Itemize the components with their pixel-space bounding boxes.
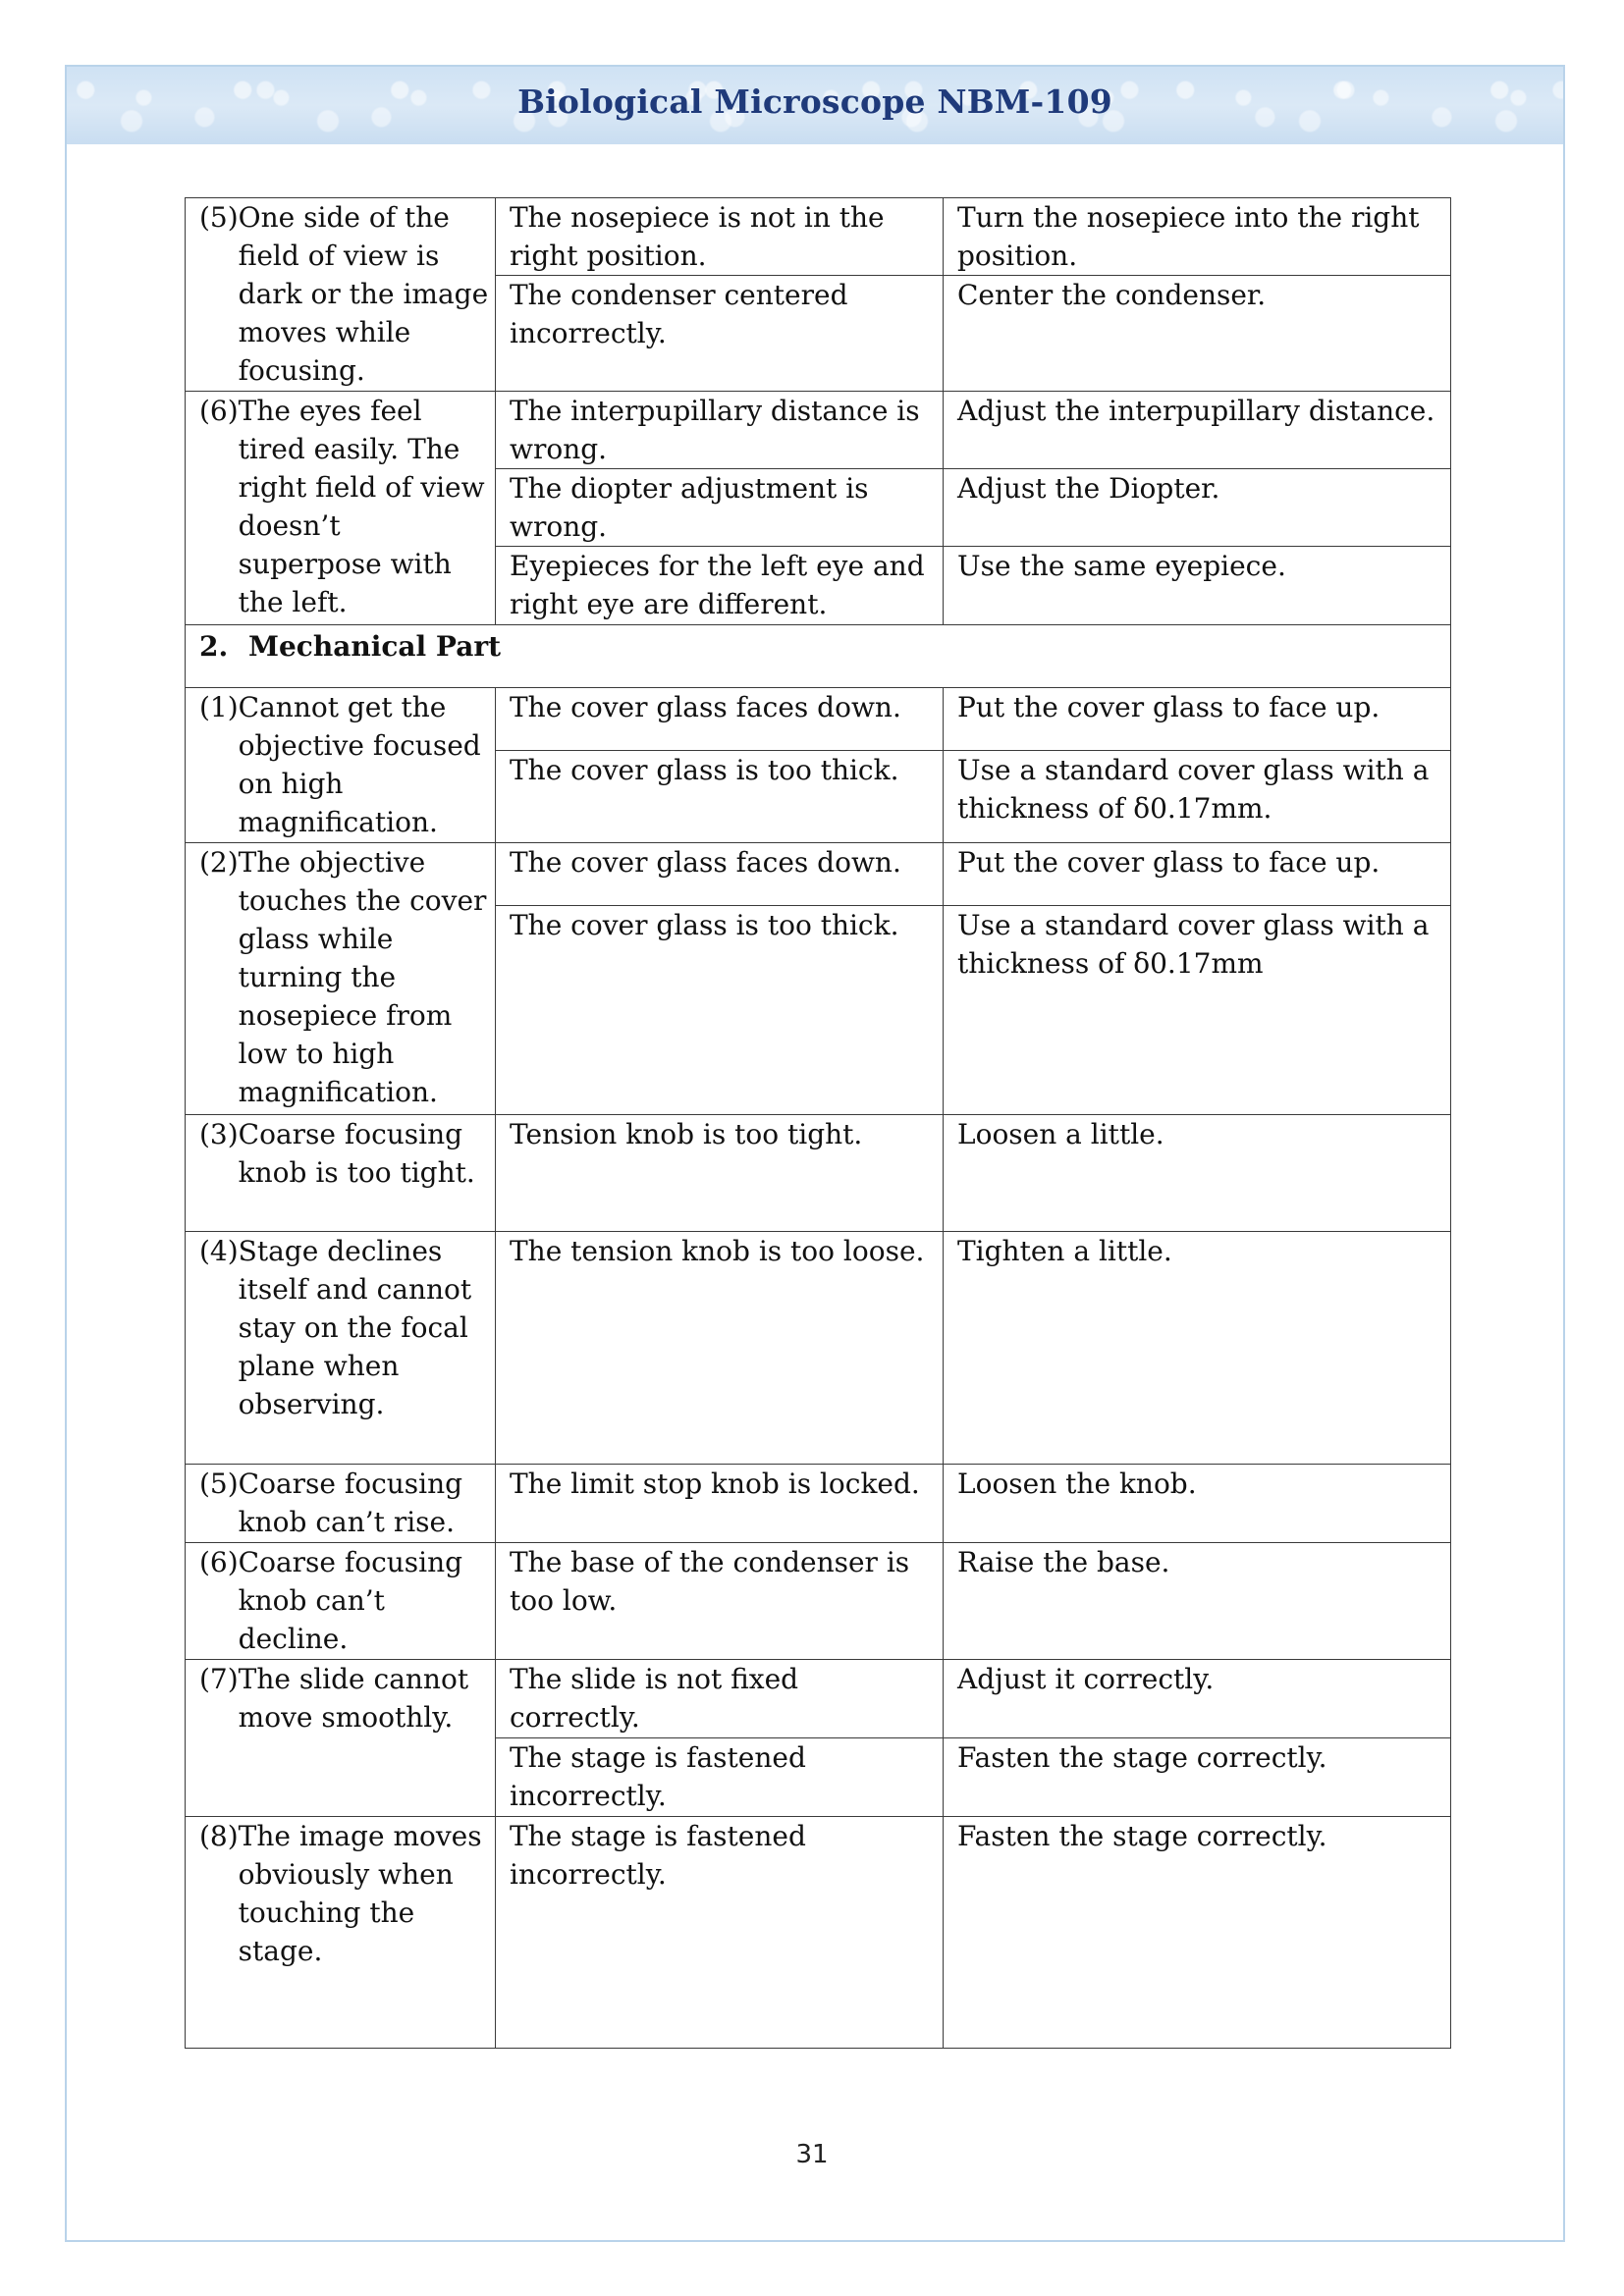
cause-cell: The cover glass faces down. (496, 688, 944, 751)
problem-number: (2) (199, 846, 239, 879)
solution-cell: Adjust the Diopter. (944, 469, 1451, 547)
problem-number: (3) (199, 1118, 239, 1150)
problem-number: (6) (199, 395, 239, 427)
solution-cell: Tighten a little. (944, 1232, 1451, 1465)
cause-cell: The stage is fastened incorrectly. (496, 1817, 944, 2049)
table-row (186, 1660, 1451, 1738)
table-row (186, 392, 1451, 469)
table-row (186, 688, 1451, 751)
cause-cell: The interpupillary distance is wrong. (496, 392, 944, 469)
cause-cell: The slide is not fixed correctly. (496, 1660, 944, 1738)
document-title: Biological Microscope NBM-109 (517, 82, 1112, 121)
problem-text: Coarse focusing knob can’t rise. (238, 1468, 463, 1538)
page-number: 31 (795, 2140, 829, 2169)
problem-number: (8) (199, 1820, 239, 1852)
cause-cell: The cover glass is too thick. (496, 906, 944, 1115)
problem-number: (7) (199, 1663, 239, 1695)
cause-cell: The cover glass faces down. (496, 843, 944, 906)
cause-cell: The stage is fastened incorrectly. (496, 1738, 944, 1817)
problem-text: The slide cannot move smoothly. (238, 1663, 469, 1734)
solution-cell: Put the cover glass to face up. (944, 688, 1451, 751)
table-row (186, 1232, 1451, 1465)
section-number: 2. (199, 630, 229, 663)
problem-text: Coarse focusing knob is too tight. (238, 1118, 475, 1189)
problem-text: The eyes feel tired easily. The right field of view doesn’t superpose with the left. (238, 395, 485, 618)
solution-cell: Loosen the knob. (944, 1465, 1451, 1543)
solution-cell: Fasten the stage correctly. (944, 1738, 1451, 1817)
solution-cell: Fasten the stage correctly. (944, 1817, 1451, 2049)
problem-number: (1) (199, 691, 239, 723)
solution-cell: Use a standard cover glass with a thickness of δ0.17mm (944, 906, 1451, 1115)
section-heading (186, 625, 1451, 688)
problem-cell (186, 392, 496, 625)
cause-cell: The base of the condenser is too low. (496, 1543, 944, 1660)
problem-text: Cannot get the objective focused on high magnification. (238, 691, 481, 838)
cause-cell: The diopter adjustment is wrong. (496, 469, 944, 547)
problem-cell (186, 1817, 496, 2049)
cause-cell: The condenser centered incorrectly. (496, 276, 944, 392)
problem-text: The image moves obviously when touching the stage. (238, 1820, 482, 1967)
solution-cell: Center the condenser. (944, 276, 1451, 392)
problem-cell (186, 1543, 496, 1660)
solution-cell: Put the cover glass to face up. (944, 843, 1451, 906)
problem-cell (186, 1115, 496, 1232)
problem-number: (6) (199, 1546, 239, 1578)
problem-cell (186, 198, 496, 392)
troubleshooting-table (185, 197, 1451, 2049)
table-row (186, 843, 1451, 906)
solution-cell: Adjust it correctly. (944, 1660, 1451, 1738)
table-row (186, 1465, 1451, 1543)
cause-cell: Tension knob is too tight. (496, 1115, 944, 1232)
page-header (67, 67, 1563, 144)
table-row (186, 1817, 1451, 2049)
cause-cell: The cover glass is too thick. (496, 751, 944, 843)
table-row (186, 1115, 1451, 1232)
section-heading-row (186, 625, 1451, 688)
problem-cell (186, 1465, 496, 1543)
solution-cell: Adjust the interpupillary distance. (944, 392, 1451, 469)
problem-text: Stage declines itself and cannot stay on the focal plane when observing. (238, 1235, 472, 1420)
cause-cell: The limit stop knob is locked. (496, 1465, 944, 1543)
solution-cell: Turn the nosepiece into the right position. (944, 198, 1451, 276)
solution-cell: Use the same eyepiece. (944, 547, 1451, 625)
problem-text: One side of the field of view is dark or the image moves while focusing. (238, 201, 489, 387)
problem-cell (186, 1232, 496, 1465)
section-title: Mechanical Part (248, 630, 502, 663)
table-row (186, 198, 1451, 276)
problem-cell (186, 1660, 496, 1817)
problem-cell (186, 688, 496, 843)
problem-text: The objective touches the cover glass while turning the nosepiece from low to high magnification. (238, 846, 487, 1108)
cause-cell: The tension knob is too loose. (496, 1232, 944, 1465)
cause-cell: The nosepiece is not in the right position. (496, 198, 944, 276)
cause-cell: Eyepieces for the left eye and right eye are different. (496, 547, 944, 625)
problem-text: Coarse focusing knob can’t decline. (238, 1546, 463, 1655)
problem-cell (186, 843, 496, 1115)
problem-number: (5) (199, 1468, 239, 1500)
solution-cell: Use a standard cover glass with a thickness of δ0.17mm. (944, 751, 1451, 843)
solution-cell: Raise the base. (944, 1543, 1451, 1660)
table-row (186, 1543, 1451, 1660)
problem-number: (5) (199, 201, 239, 234)
problem-number: (4) (199, 1235, 239, 1267)
solution-cell: Loosen a little. (944, 1115, 1451, 1232)
